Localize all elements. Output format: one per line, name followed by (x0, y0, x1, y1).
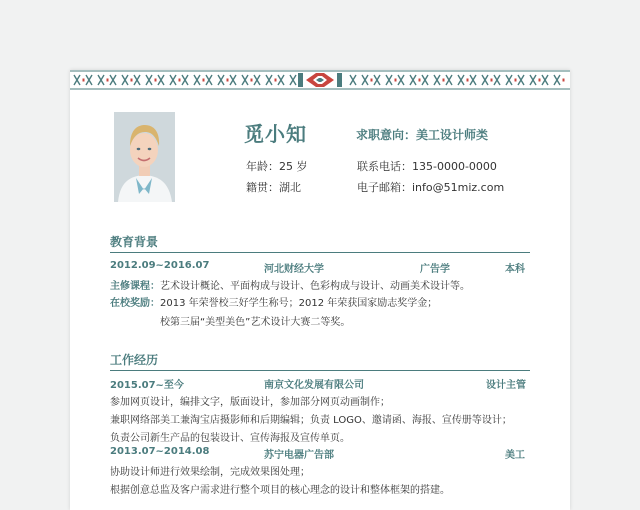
education-courses (110, 277, 470, 292)
border-motif (86, 75, 92, 85)
border-motif (146, 75, 152, 85)
border-motif (542, 75, 548, 85)
border-dot (515, 79, 517, 82)
border-motif (410, 75, 416, 85)
border-dot (443, 79, 445, 82)
border-motif (266, 75, 272, 85)
border-motif (122, 75, 128, 85)
border-dot (107, 79, 109, 82)
border-motif (134, 75, 140, 85)
center-ornament (298, 73, 342, 87)
border-dot (275, 79, 277, 82)
border-motif (158, 75, 164, 85)
border-motif (470, 75, 476, 85)
border-dot (371, 79, 373, 82)
awards-text-line1: 2013 年荣誉校三好学生称号；2012 年荣获国家励志奖学金； (160, 298, 438, 309)
awards-label: 在校奖励： (110, 298, 160, 309)
candidate-name: 觅小知 (244, 122, 307, 146)
courses-text: 艺术设计概论、平面构成与设计、色彩构成与设计、动画美术设计等。 (160, 281, 470, 292)
email-field: 电子邮箱：info@51miz.com (357, 181, 505, 194)
education-school: 河北财经大学 (264, 264, 324, 275)
job-2-company: 苏宁电器广告部 (264, 450, 334, 461)
border-motif (278, 75, 284, 85)
border-motif (482, 75, 488, 85)
border-motif (422, 75, 428, 85)
border-dot (539, 79, 541, 82)
education-major: 广告学 (420, 264, 450, 275)
border-motif (446, 75, 452, 85)
border-motif (110, 75, 116, 85)
job-1-period: 2015.07~至今 (110, 380, 184, 391)
border-dot (419, 79, 421, 82)
border-motif (434, 75, 440, 85)
border-motif (206, 75, 212, 85)
border-dot (491, 79, 493, 82)
job-1-duty-3: 负责公司新生产品的包装设计、宣传海报及宣传单页。 (110, 433, 350, 444)
job-1-duty-1: 参加网页设计，编排文字，版面设计，参加部分网页动画制作； (110, 397, 390, 408)
education-awards (110, 294, 437, 309)
work-divider (110, 370, 530, 371)
border-motif (194, 75, 200, 85)
border-motif (230, 75, 236, 85)
decorative-border-pattern (70, 70, 570, 90)
job-2-role: 美工 (505, 450, 525, 461)
border-dot (563, 79, 565, 82)
job-intent-label: 求职意向： (356, 128, 417, 142)
hometown-field: 籍贯：湖北 (246, 181, 301, 194)
education-period: 2012.09~2016.07 (110, 260, 210, 271)
job-1-duty-2: 兼职网络部美工兼淘宝店摄影师和后期编辑；负责 LOGO、邀请函、海报、宣传册等设计； (110, 415, 512, 426)
border-motif (530, 75, 536, 85)
border-motif (170, 75, 176, 85)
border-dot (395, 79, 397, 82)
phone-field: 联系电话：135-0000-0000 (357, 160, 497, 173)
job-1-company: 南京文化发展有限公司 (264, 380, 364, 391)
border-motif (290, 75, 296, 85)
border-motif (458, 75, 464, 85)
border-dot (155, 79, 157, 82)
border-dot (251, 79, 253, 82)
job-2-duty-1: 协助设计师进行效果绘制，完成效果图处理； (110, 467, 310, 478)
border-dot (131, 79, 133, 82)
border-motif (362, 75, 368, 85)
job-intent (356, 126, 488, 143)
border-dot (203, 79, 205, 82)
border-dot (227, 79, 229, 82)
job-2-period: 2013.07~2014.08 (110, 446, 210, 457)
profile-photo (114, 112, 175, 202)
border-dot (467, 79, 469, 82)
courses-label: 主修课程： (110, 281, 160, 292)
border-motif (374, 75, 380, 85)
border-motif (398, 75, 404, 85)
work-section-title: 工作经历 (110, 353, 159, 367)
education-section-title: 教育背景 (110, 235, 159, 249)
job-1-role: 设计主管 (486, 380, 526, 391)
border-dot (83, 79, 85, 82)
awards-text-line2: 校第三届“美型美色”艺术设计大赛二等奖。 (160, 317, 351, 328)
border-motif (386, 75, 392, 85)
education-divider (110, 252, 530, 253)
border-motif (98, 75, 104, 85)
border-dot (179, 79, 181, 82)
border-motif (494, 75, 500, 85)
education-degree: 本科 (505, 264, 525, 275)
border-motif (554, 75, 560, 85)
border-motif (242, 75, 248, 85)
border-motif (518, 75, 524, 85)
job-intent-value: 美工设计师类 (416, 128, 489, 142)
border-motif (182, 75, 188, 85)
border-motif (218, 75, 224, 85)
border-motif (254, 75, 260, 85)
age-field: 年龄：25 岁 (246, 160, 308, 173)
resume-sheet (70, 70, 570, 510)
border-motif (506, 75, 512, 85)
border-motif (74, 75, 80, 85)
job-2-duty-2: 根据创意总监及客户需求进行整个项目的核心理念的设计和整体框架的搭建。 (110, 485, 450, 496)
border-motif (350, 75, 356, 85)
